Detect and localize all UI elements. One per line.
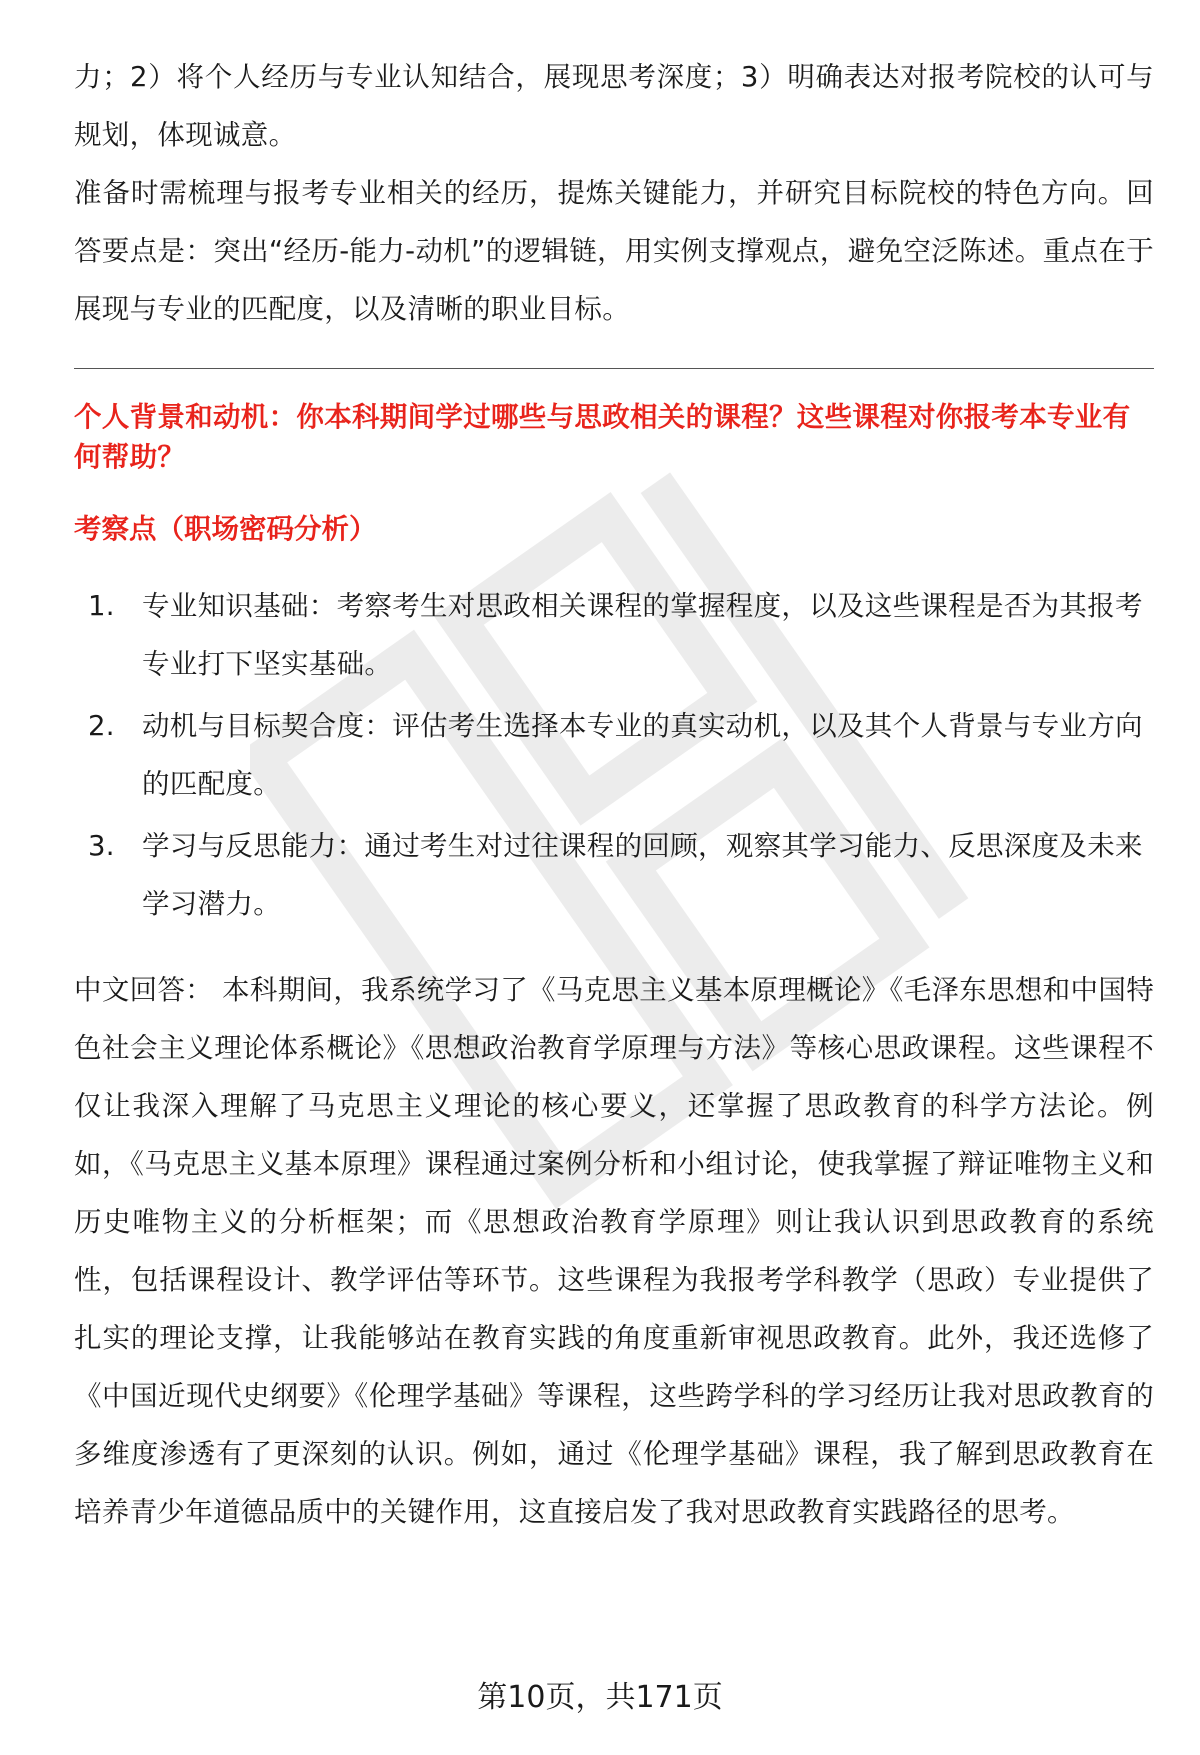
list-item-text: 学习与反思能力：通过考生对过往课程的回顾，观察其学习能力、反思深度及未来学习潜力。: [142, 830, 1143, 920]
assessment-points-list: [74, 577, 1154, 933]
section-divider: [74, 368, 1154, 369]
list-item-number: 2.: [88, 710, 115, 742]
question-title: 个人背景和动机：你本科期间学过哪些与思政相关的课程？这些课程对你报考本专业有何帮助？: [74, 401, 1131, 473]
section-heading: 考察点（职场密码分析）: [74, 513, 377, 545]
intro-paragraph-1: 力；2）将个人经历与专业认知结合，展现思考深度；3）明确表达对报考院校的认可与规划，体现诚意。: [74, 61, 1154, 151]
list-item: [88, 577, 1154, 693]
list-item-number: 1.: [88, 590, 115, 622]
list-item: [88, 697, 1154, 813]
list-item-number: 3.: [88, 830, 115, 862]
answer-paragraph: 中文回答： 本科期间，我系统学习了《马克思主义基本原理概论》《毛泽东思想和中国特色社会主义理论体系概论》《思想政治教育学原理与方法》等核心思政课程。这些课程不仅让我深入理解了马克思主义理论的核心要义，还掌握了思政教育的科学方法论。例如，《马克思主义基本原理》课程通过案例分析和小组讨论，使我掌握了辩证唯物主义和历史唯物主义的分析框架；而《思想政治教育学原理》则让我认识到思政教育的系统性，包括课程设计、教学评估等环节。这些课程为我报考学科教学（思政）专业提供了扎实的理论支撑，让我能够站在教育实践的角度重新审视思政教育。此外，我还选修了《中国近现代史纲要》《伦理学基础》等课程，这些跨学科的学习经历让我对思政教育的多维度渗透有了更深刻的认识。例如，通过《伦理学基础》课程，我了解到思政教育在培养青少年道德品质中的关键作用，这直接启发了我对思政教育实践路径的思考。: [74, 974, 1154, 1528]
intro-paragraph-2: 准备时需梳理与报考专业相关的经历，提炼关键能力，并研究目标院校的特色方向。回答要点是：突出“经历-能力-动机”的逻辑链，用实例支撑观点，避免空泛陈述。重点在于展现与专业的匹配度，以及清晰的职业目标。: [74, 177, 1154, 325]
page-number: 第10页，共171页: [477, 1680, 723, 1715]
list-item: [88, 817, 1154, 933]
list-item-text: 专业知识基础：考察考生对思政相关课程的掌握程度，以及这些课程是否为其报考专业打下坚实基础。: [142, 590, 1143, 680]
document-page: [74, 48, 1154, 1541]
list-item-text: 动机与目标契合度：评估考生选择本专业的真实动机，以及其个人背景与专业方向的匹配度。: [142, 710, 1143, 800]
